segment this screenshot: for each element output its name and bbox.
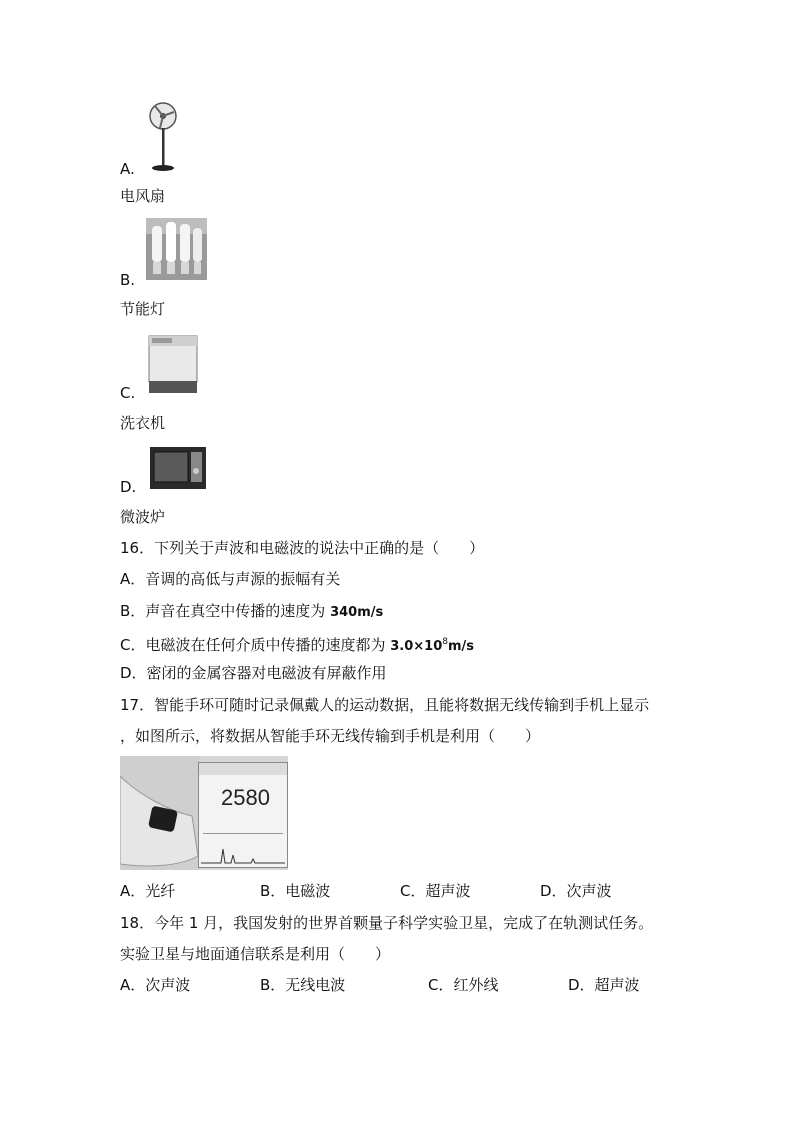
q16-option-b <box>120 601 383 623</box>
q16-option-a: A．音调的高低与声源的振幅有关 <box>120 570 341 588</box>
q17-stem-line1: 17．智能手环可随时记录佩戴人的运动数据，且能将数据无线传输到手机上显示 <box>120 696 650 714</box>
electric-fan-image <box>145 100 181 172</box>
q16-option-c-text: C．电磁波在任何介质中传播的速度都为 <box>120 636 391 654</box>
washing-machine-image <box>148 335 198 395</box>
q18-stem-line2: 实验卫星与地面通信联系是利用（ ） <box>120 945 391 963</box>
q18-option-c: C．红外线 <box>428 976 499 994</box>
q18-option-d: D．超声波 <box>568 976 640 994</box>
q18-option-b: B．无线电波 <box>260 976 346 994</box>
microwave-image <box>150 447 206 489</box>
option-c-letter: C. <box>120 384 136 402</box>
q16-option-c-unit: m/s <box>448 639 475 654</box>
phone-screen-header <box>199 763 287 775</box>
q16-option-b-text: B．声音在真空中传播的速度为 <box>120 602 331 620</box>
q16-option-c <box>120 632 474 657</box>
q16-option-b-value: 340m/s <box>330 605 384 620</box>
q17-option-c: C．超声波 <box>400 882 471 900</box>
option-b-letter: B. <box>120 271 136 289</box>
q16-option-c-exponent: 8 <box>442 637 448 647</box>
q17-option-a: A．光纤 <box>120 882 176 900</box>
option-d-letter: D. <box>120 478 137 496</box>
q18-stem-line1: 18．今年 1 月，我国发射的世界首颗量子科学实验卫星，完成了在轨测试任务。 <box>120 914 654 932</box>
option-b-caption: 节能灯 <box>120 300 166 318</box>
q17-stem-line2: ，如图所示，将数据从智能手环无线传输到手机是利用（ ） <box>120 727 541 745</box>
phone-screen <box>198 762 288 868</box>
q16-option-c-value: 3.0×10 <box>390 639 443 654</box>
phone-activity-graph <box>201 841 285 865</box>
q17-option-b: B．电磁波 <box>260 882 331 900</box>
option-a-caption: 电风扇 <box>120 187 166 205</box>
option-c-caption: 洗衣机 <box>120 414 166 432</box>
q17-option-d: D．次声波 <box>540 882 612 900</box>
q16-stem: 16．下列关于声波和电磁波的说法中正确的是（ ） <box>120 539 485 557</box>
option-d-caption: 微波炉 <box>120 508 166 526</box>
phone-step-count: 2580 <box>221 785 270 810</box>
energy-saving-lamp-image <box>146 218 207 280</box>
wrist-with-band-image <box>120 756 200 870</box>
q18-option-a: A．次声波 <box>120 976 191 994</box>
smart-band-photo <box>120 756 288 870</box>
q16-option-d: D．密闭的金属容器对电磁波有屏蔽作用 <box>120 664 387 682</box>
phone-divider <box>203 833 283 834</box>
option-a-letter: A. <box>120 160 135 178</box>
